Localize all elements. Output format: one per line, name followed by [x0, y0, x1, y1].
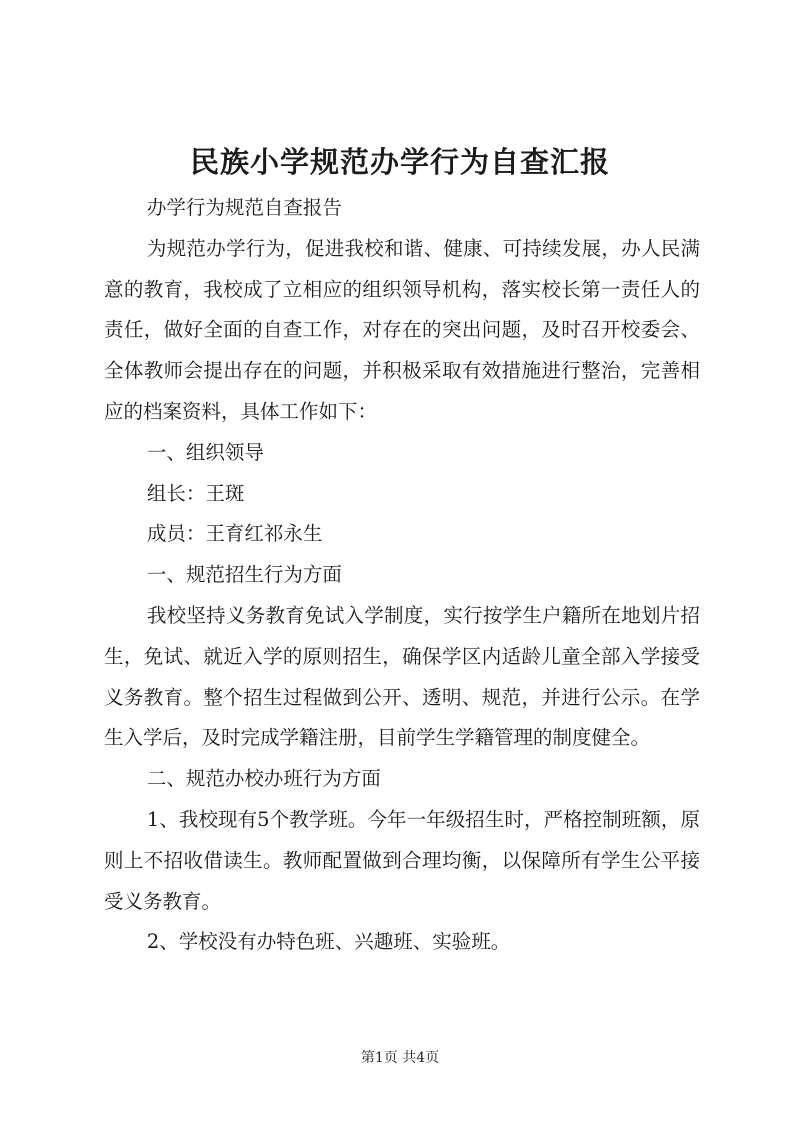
document-body: [104, 188, 700, 963]
paragraph-section-enrollment: 一、规范招生行为方面: [146, 563, 342, 587]
paragraph-members: 成员：王育红祁永生: [146, 522, 323, 546]
paragraph-leader: 组长：王斑: [146, 481, 245, 505]
paragraph-enrollment-detail: 我校坚持义务教育免试入学制度，实行按学生户籍所在地划片招生，免试、就近入学的原则招生，确保学区内适龄儿童全部入学接受义务教育。整个招生过程做到公开、透明、规范，并进行公示。在学生入学后，及时完成学籍注册，目前学生学籍管理的制度健全。: [104, 603, 700, 750]
paragraph-classes-item-1: 1、我校现有5个教学班。今年一年级招生时，严格控制班额，原则上不招收借读生。教师配置做到合理均衡，以保障所有学生公平接受义务教育。: [104, 807, 700, 913]
paragraph-intro: 为规范办学行为，促进我校和谐、健康、可持续发展，办人民满意的教育，我校成了立相应的组织领导机构，落实校长第一责任人的责任，做好全面的自查工作，对存在的突出问题，及时召开校委会、全体教师会提出存在的问题，并积极采取有效措施进行整治，完善相应的档案资料，具体工作如下：: [104, 236, 700, 423]
paragraph-section-classes: 二、规范办校办班行为方面: [146, 767, 381, 791]
paragraph-classes-item-2: 2、学校没有办特色班、兴趣班、实验班。: [146, 930, 511, 954]
document-title: 民族小学规范办学行为自查汇报: [189, 145, 610, 179]
paragraph-report-heading: 办学行为规范自查报告: [146, 196, 342, 219]
paragraph-section-org: 一、组织领导: [146, 440, 264, 464]
page-footer: 第1页 共4页: [360, 1050, 440, 1066]
